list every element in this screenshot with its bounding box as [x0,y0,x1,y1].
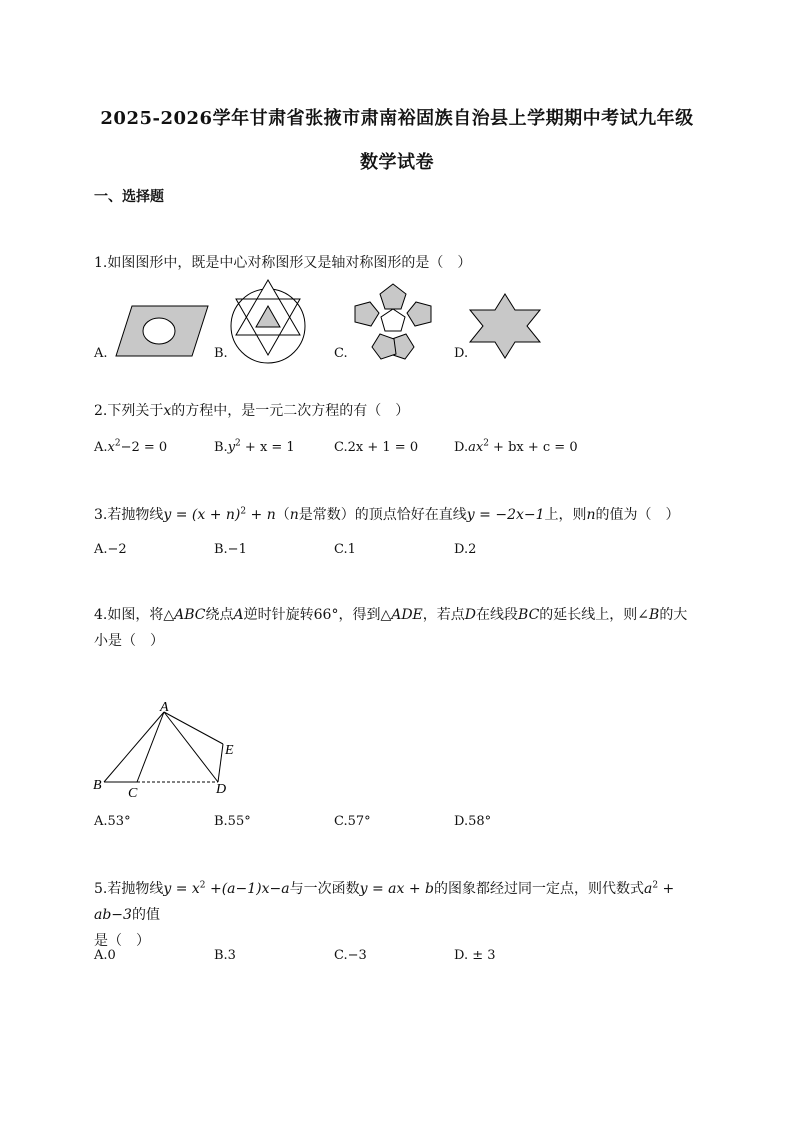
q4-point-a-label: A [160,700,169,715]
q4-point-b-label: B [93,778,102,793]
q3-option-d: D.2 [454,542,477,557]
q1-label-b: B. [214,346,228,361]
q1-label-c: C. [334,346,348,361]
question-2-text [94,398,704,424]
q1-figure-a-parallelogram [112,304,212,360]
q4-option-d: D.58° [454,814,492,829]
q5-option-b: B.3 [214,948,236,963]
exam-title-line2: 数学试卷 [360,152,434,173]
q2-var: x [163,403,172,419]
q5-option-d: D. ± 3 [454,948,496,963]
q5-option-a: A.0 [94,948,116,963]
q1-label-d: D. [454,346,469,361]
q2-option-b: $B.y^2 + x = 1$ [214,438,295,455]
q5-option-c: C.−3 [334,948,367,963]
q3-option-a: A.−2 [94,542,127,557]
q4-point-e-label: E [225,743,234,758]
exam-title-line1: 2025-2026学年甘肃省张掖市肃南裕固族自治县上学期期中考试九年级 [100,108,694,129]
q2-post: 的方程中，是一元二次方程的有（ ） [171,403,410,419]
q4-point-c-label: C [128,786,138,801]
question-4-text: 4.如图，将△ABC绕点A逆时针旋转66°，得到△ADE，若点D在线段BC的延长线上，则∠B的大 小是（ ） [94,607,688,649]
q1-label-a: A. [94,346,108,361]
q2-options [94,440,694,460]
q3-option-b: B.−1 [214,542,247,557]
q4-option-c: C.57° [334,814,371,829]
q2-pre: 2.下列关于 [94,403,164,419]
q2-option-a: $A.x^2-2 = 0$ [94,438,168,455]
q4-triangle-figure [90,700,250,805]
q1-figure-c-pentagons [348,282,438,362]
question-5-text: 5.若抛物线$y = x^2 +(a-1)x-a$与一次函数y = ax + b的图象都经过同一定点，则代数式$a^2 + ab-3$的值 是（ ） [94,880,675,949]
q1-figure-d-star [468,294,542,358]
q4-option-b: B.55° [214,814,251,829]
question-3-text: 3.若抛物线$y = (x + n)^2 + n(n$是常数）的顶点恰好在直线y = −2x−1上，则n的值为（ ） [94,506,680,523]
question-1-text: 1.如图图形中，既是中心对称图形又是轴对称图形的是（ ） [94,255,472,271]
q4-point-d-label: D [216,782,227,797]
q4-option-a: A.53° [94,814,131,829]
section-heading: 一、选择题 [94,189,164,205]
q4-options [94,814,694,834]
q5-options [94,948,694,968]
q1-figure-b-circle-triangle [228,286,310,368]
q2-option-c: C.2x + 1 = 0 [334,440,419,455]
q2-option-d: $D.ax^2$ + bx + c = 0 [454,438,578,455]
q3-option-c: C.1 [334,542,356,557]
q3-options [94,542,694,562]
